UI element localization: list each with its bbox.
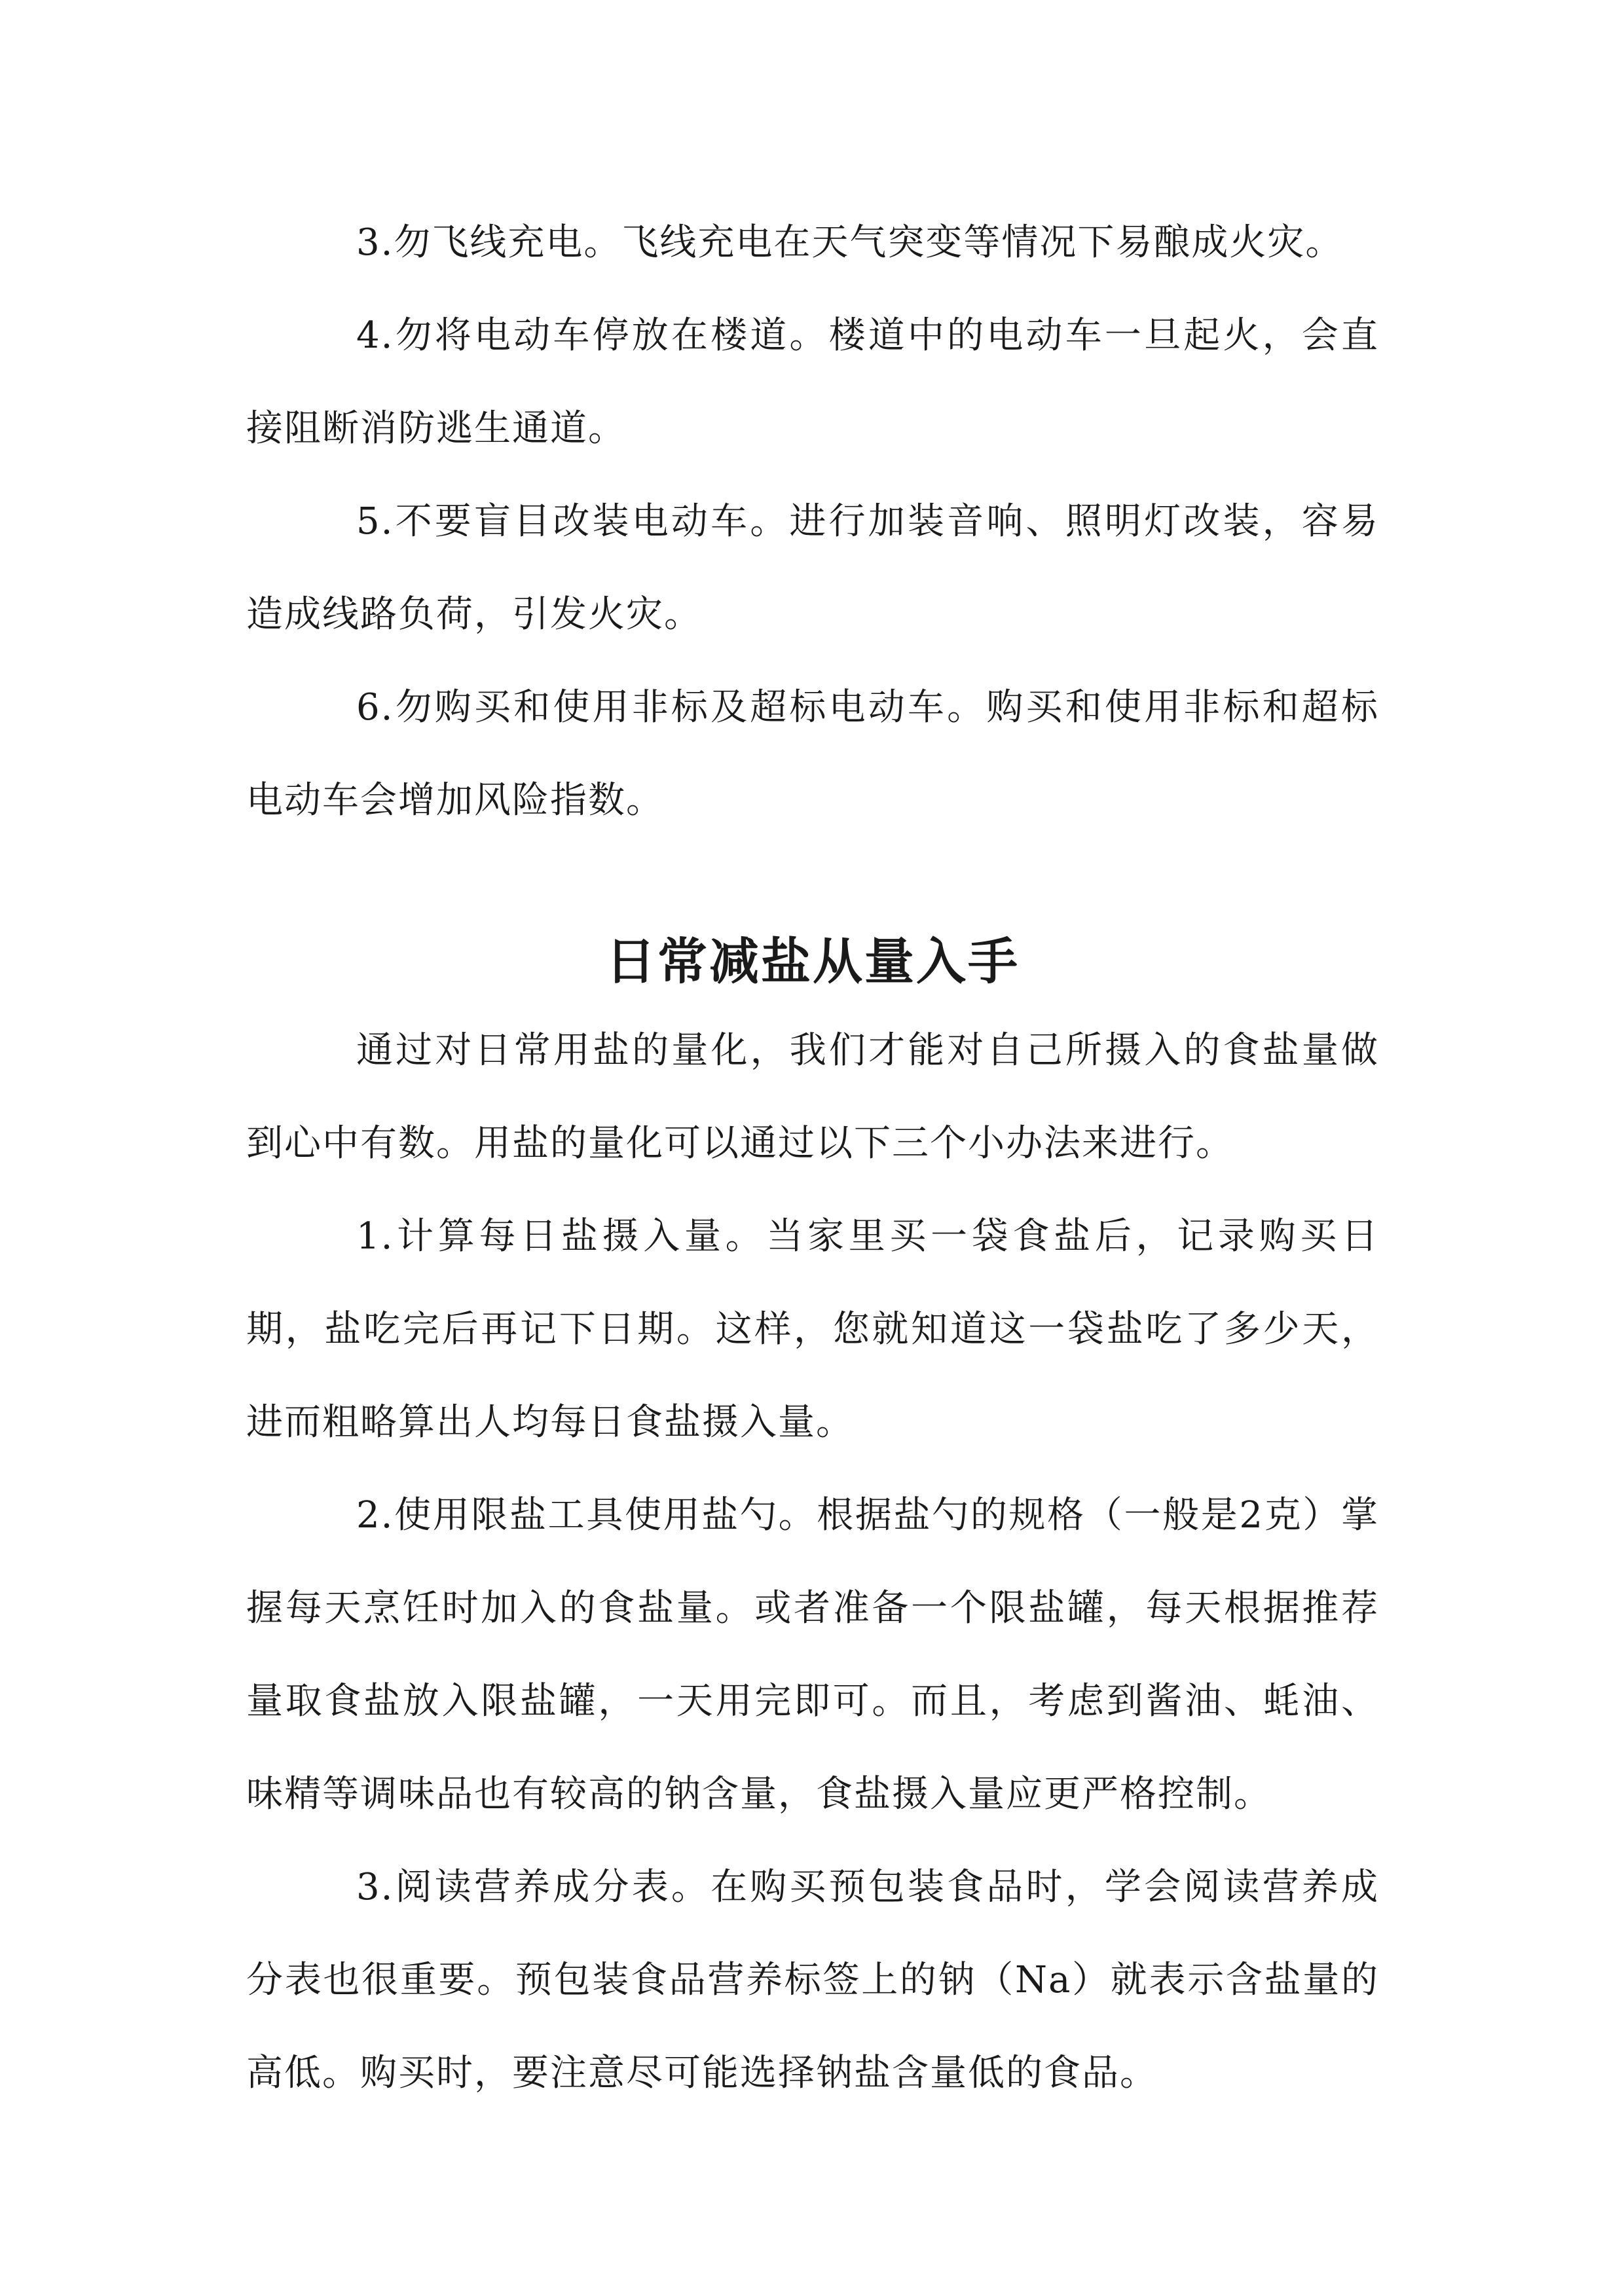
paragraph-tip-3: 3.勿飞线充电。飞线充电在天气突变等情况下易酿成火灾。	[356, 221, 1344, 264]
section-title: 日常减盐从量入手	[606, 932, 1020, 991]
ebike-safety-section	[246, 196, 1379, 847]
paragraph-method-1: 1.计算每日盐摄入量。当家里买一袋食盐后，记录购买日期，盐吃完后再记下日期。这样，您就知道这一袋盐吃了多少天，进而粗略算出人均每日食盐摄入量。	[246, 1215, 1379, 1444]
paragraph-tip-4: 4.勿将电动车停放在楼道。楼道中的电动车一旦起火，会直接阻断消防逃生通道。	[246, 314, 1379, 450]
document-page	[246, 196, 1379, 2120]
paragraph-method-2: 2.使用限盐工具使用盐勺。根据盐勺的规格（一般是2克）掌握每天烹饪时加入的食盐量。或者准备一个限盐罐，每天根据推荐量取食盐放入限盐罐，一天用完即可。而且，考虑到酱油、蚝油、味精等调味品也有较高的钠含量，食盐摄入量应更严格控制。	[246, 1494, 1379, 1815]
paragraph-tip-6: 6.勿购买和使用非标及超标电动车。购买和使用非标和超标电动车会增加风险指数。	[246, 686, 1379, 822]
salt-reduction-section	[246, 919, 1379, 2120]
paragraph-method-3: 3.阅读营养成分表。在购买预包装食品时，学会阅读营养成分表也很重要。预包装食品营养标签上的钠（Na）就表示含盐量的高低。购买时，要注意尽可能选择钠盐含量低的食品。	[246, 1866, 1379, 2094]
paragraph-tip-5: 5.不要盲目改装电动车。进行加装音响、照明灯改装，容易造成线路负荷，引发火灾。	[246, 500, 1379, 636]
paragraph-intro: 通过对日常用盐的量化，我们才能对自己所摄入的食盐量做到心中有数。用盐的量化可以通过以下三个小办法来进行。	[246, 1029, 1379, 1165]
section-spacer	[246, 847, 1379, 919]
